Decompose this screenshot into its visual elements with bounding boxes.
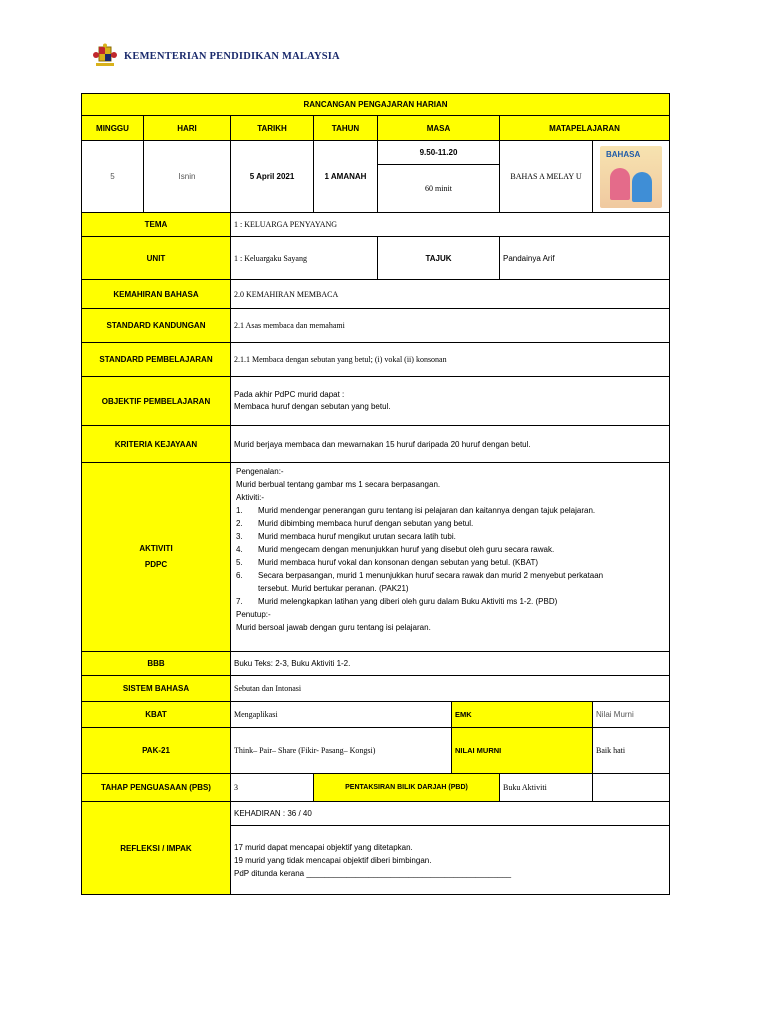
kemahiran-value: 2.0 KEMAHIRAN MEMBACA <box>231 280 670 309</box>
col-masa: MASA <box>378 116 500 141</box>
figure-boy <box>632 172 652 202</box>
unit-label: UNIT <box>82 237 231 280</box>
penutup-heading: Penutup:- <box>236 610 271 619</box>
col-tahun: TAHUN <box>314 116 378 141</box>
plan-title: RANCANGAN PENGAJARAN HARIAN <box>82 94 670 116</box>
pbd-empty <box>593 774 670 802</box>
pbs-value: 3 <box>231 774 314 802</box>
pengenalan-heading: Pengenalan:- <box>236 467 284 476</box>
kemahiran-label: KEMAHIRAN BAHASA <box>82 280 231 309</box>
sk-value: 2.1 Asas membaca dan memahami <box>231 309 670 343</box>
list-item-continuation: tersebut. Murid bertukar peranan. (PAK21) <box>258 584 409 593</box>
tema-label: TEMA <box>82 213 231 237</box>
objektif-label: OBJEKTIF PEMBELAJARAN <box>82 377 231 426</box>
aktiviti-heading: Aktiviti:- <box>236 493 264 502</box>
matapelajaran-value: BAHAS A MELAY U <box>500 141 593 213</box>
minggu-value: 5 <box>82 141 144 213</box>
col-minggu: MINGGU <box>82 116 144 141</box>
sp-label: STANDARD PEMBELAJARAN <box>82 343 231 377</box>
bbb-label: BBB <box>82 652 231 676</box>
tema-value: 1 : KELUARGA PENYAYANG <box>231 213 670 237</box>
ministry-name: KEMENTERIAN PENDIDIKAN MALAYSIA <box>124 50 340 62</box>
aktiviti-label: AKTIVITI <box>139 544 173 553</box>
tajuk-label: TAJUK <box>378 237 500 280</box>
emk-value: Nilai Murni <box>593 702 670 728</box>
ministry-header <box>92 42 340 70</box>
nilai-murni-label: NILAI MURNI <box>452 728 593 774</box>
tajuk-value: Pandainya Arif <box>500 237 670 280</box>
masa-value: 9.50-11.20 <box>378 141 500 165</box>
tarikh-value: 5 April 2021 <box>231 141 314 213</box>
list-item: 6. Secara berpasangan, murid 1 menunjukkan huruf secara rawak dan murid 2 menyebut perkataan <box>236 571 604 580</box>
refleksi-line-1: 17 murid dapat mencapai objektif yang ditetapkan. <box>234 842 413 852</box>
sistem-label: SISTEM BAHASA <box>82 676 231 702</box>
sp-value: 2.1.1 Membaca dengan sebutan yang betul; (i) vokal (ii) konsonan <box>231 343 670 377</box>
refleksi-label: REFLEKSI / IMPAK <box>82 802 231 895</box>
list-item: 5. Murid membaca huruf vokal dan konsonan dengan sebutan yang betul. (KBAT) <box>236 558 539 567</box>
objektif-line-1: Pada akhir PdPC murid dapat : <box>234 390 345 399</box>
bbb-value: Buku Teks: 2-3, Buku Aktiviti 1-2. <box>231 652 670 676</box>
book-cover-cell <box>593 141 670 213</box>
figure-girl <box>610 168 630 200</box>
kriteria-label: KRITERIA KEJAYAAN <box>82 426 231 463</box>
lesson-plan-table <box>81 93 670 895</box>
col-tarikh: TARIKH <box>231 116 314 141</box>
kbat-label: KBAT <box>82 702 231 728</box>
objektif-line-2: Membaca huruf dengan sebutan yang betul. <box>234 402 391 411</box>
sistem-value: Sebutan dan Intonasi <box>231 676 670 702</box>
tahun-value: 1 AMANAH <box>314 141 378 213</box>
pdpc-label: PDPC <box>144 560 168 569</box>
pengenalan-text: Murid berbual tentang gambar ms 1 secara berpasangan. <box>236 480 441 489</box>
col-matapelajaran: MATAPELAJARAN <box>500 116 670 141</box>
refleksi-line-3: PdP ditunda kerana ______________________________________________ <box>234 868 512 878</box>
book-cover-image <box>600 146 662 208</box>
pbd-label: PENTAKSIRAN BILIK DARJAH (PBD) <box>314 774 500 802</box>
book-cover-title: BAHASA <box>606 149 641 159</box>
list-item: 1. Murid mendengar penerangan guru tentang isi pelajaran dan kaitannya dengan tajuk pelajaran. <box>236 506 596 515</box>
list-item: 2. Murid dibimbing membaca huruf dengan sebutan yang betul. <box>236 519 474 528</box>
durasi-value: 60 minit <box>378 165 500 213</box>
kehadiran-value: KEHADIRAN : 36 / 40 <box>231 802 670 826</box>
nilai-murni-value: Baik hati <box>593 728 670 774</box>
pak21-value: Think– Pair– Share (Fikir- Pasang– Kongsi) <box>231 728 452 774</box>
pak21-label: PAK-21 <box>82 728 231 774</box>
kbat-value: Mengaplikasi <box>231 702 452 728</box>
crest-icon <box>92 43 118 69</box>
unit-value: 1 : Keluargaku Sayang <box>231 237 378 280</box>
list-item: 4. Murid mengecam dengan menunjukkan huruf yang disebut oleh guru secara rawak. <box>236 545 555 554</box>
pbd-value: Buku Aktiviti <box>500 774 593 802</box>
emk-label: EMK <box>452 702 593 728</box>
list-item: 3. Murid membaca huruf mengikut urutan secara latih tubi. <box>236 532 456 541</box>
penutup-text: Murid bersoal jawab dengan guru tentang isi pelajaran. <box>236 623 431 632</box>
hari-value: Isnin <box>144 141 231 213</box>
col-hari: HARI <box>144 116 231 141</box>
list-item: 7. Murid melengkapkan latihan yang diberi oleh guru dalam Buku Aktiviti ms 1-2. (PBD) <box>236 597 558 606</box>
sk-label: STANDARD KANDUNGAN <box>82 309 231 343</box>
kriteria-value: Murid berjaya membaca dan mewarnakan 15 huruf daripada 20 huruf dengan betul. <box>231 426 670 463</box>
aktiviti-content <box>231 463 670 652</box>
refleksi-line-2: 19 murid yang tidak mencapai objektif diberi bimbingan. <box>234 855 432 865</box>
pbs-label: TAHAP PENGUASAAN (PBS) <box>82 774 231 802</box>
